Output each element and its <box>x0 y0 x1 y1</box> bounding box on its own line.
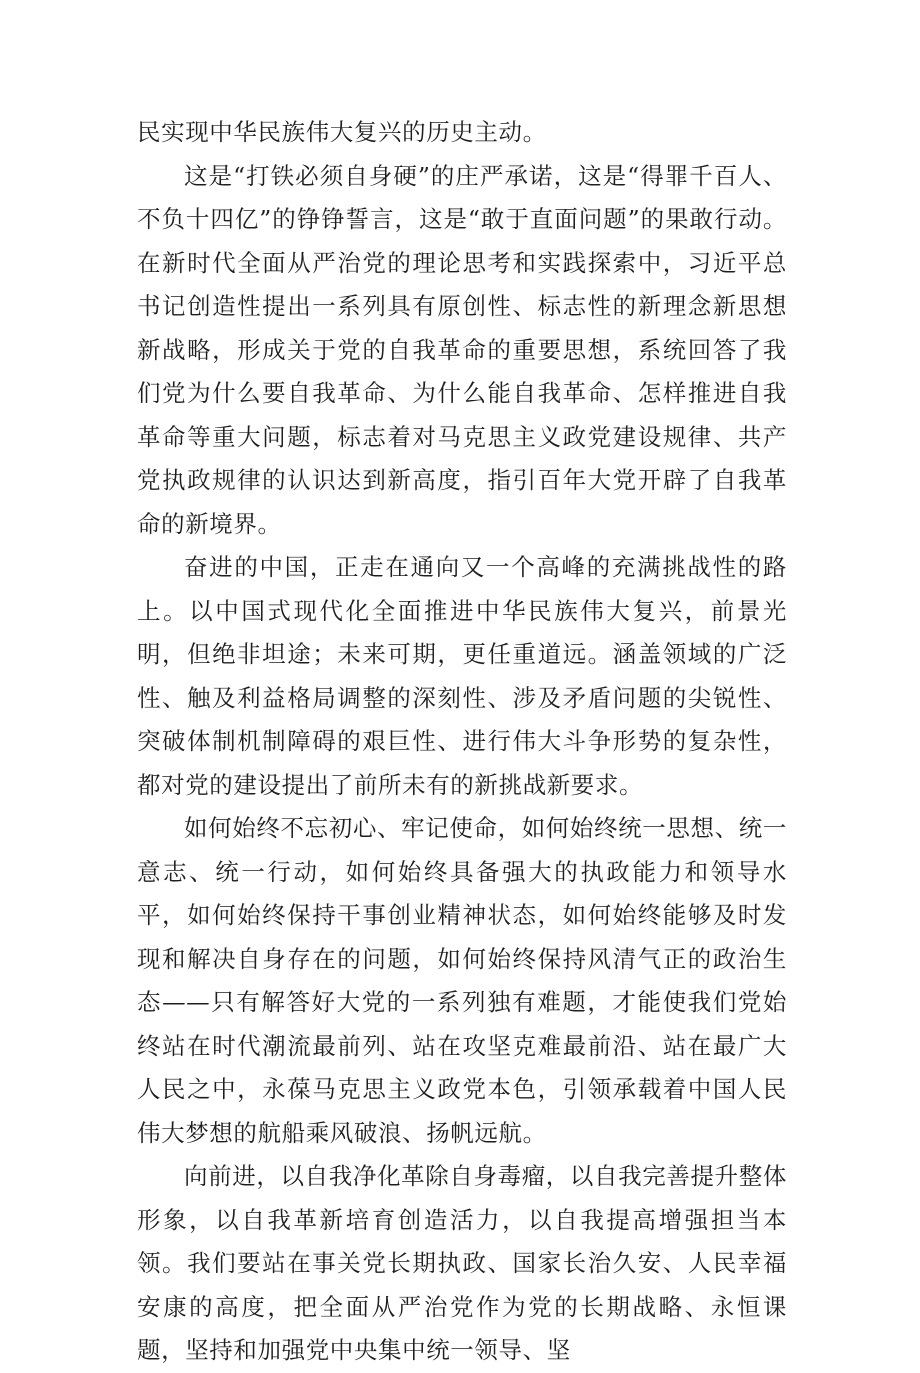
paragraph: 如何始终不忘初心、牢记使命，如何始终统一思想、统一意志、统一行动，如何始终具备强大的执政能力和领导水平，如何始终保持干事创业精神状态，如何始终能够及时发现和解决自身存在的问题，如何始终保持风清气正的政治生态——只有解答好大党的一系列独有难题，才能使我们党始终站在时代潮流最前列、站在攻坚克难最前沿、站在最广大人民之中，永葆马克思主义政党本色，引领承载着中国人民伟大梦想的航船乘风破浪、扬帆远航。 <box>137 814 787 1147</box>
paragraph: 奋进的中国，正走在通向又一个高峰的充满挑战性的路上。以中国式现代化全面推进中华民族伟大复兴，前景光明，但绝非坦途；未来可期，更任重道远。涵盖领域的广泛性、触及利益格局调整的深刻性、涉及矛盾问题的尖锐性、突破体制机制障碍的艰巨性、进行伟大斗争形势的复杂性，都对党的建设提出了前所未有的新挑战新要求。 <box>137 553 787 799</box>
paragraph-continued: 民实现中华民族伟大复兴的历史主动。 <box>137 118 547 146</box>
paragraph: 向前进，以自我净化革除自身毒瘤，以自我完善提升整体形象，以自我革新培育创造活力，以自我提高增强担当本领。我们要站在事关党长期执政、国家长治久安、人民幸福安康的高度，把全面从严治党作为党的长期战略、永恒课题，坚持和加强党中央集中统一领导、坚 <box>137 1162 787 1364</box>
paragraph: 这是“打铁必须自身硬”的庄严承诺，这是“得罪千百人、不负十四亿”的铮铮誓言，这是“敢于直面问题”的果敢行动。在新时代全面从严治党的理论思考和实践探索中，习近平总书记创造性提出一系列具有原创性、标志性的新理念新思想新战略，形成关于党的自我革命的重要思想，系统回答了我们党为什么要自我革命、为什么能自我革命、怎样推进自我革命等重大问题，标志着对马克思主义政党建设规律、共产党执政规律的认识达到新高度，指引百年大党开辟了自我革命的新境界。 <box>137 161 787 538</box>
document-body <box>137 111 787 1373</box>
